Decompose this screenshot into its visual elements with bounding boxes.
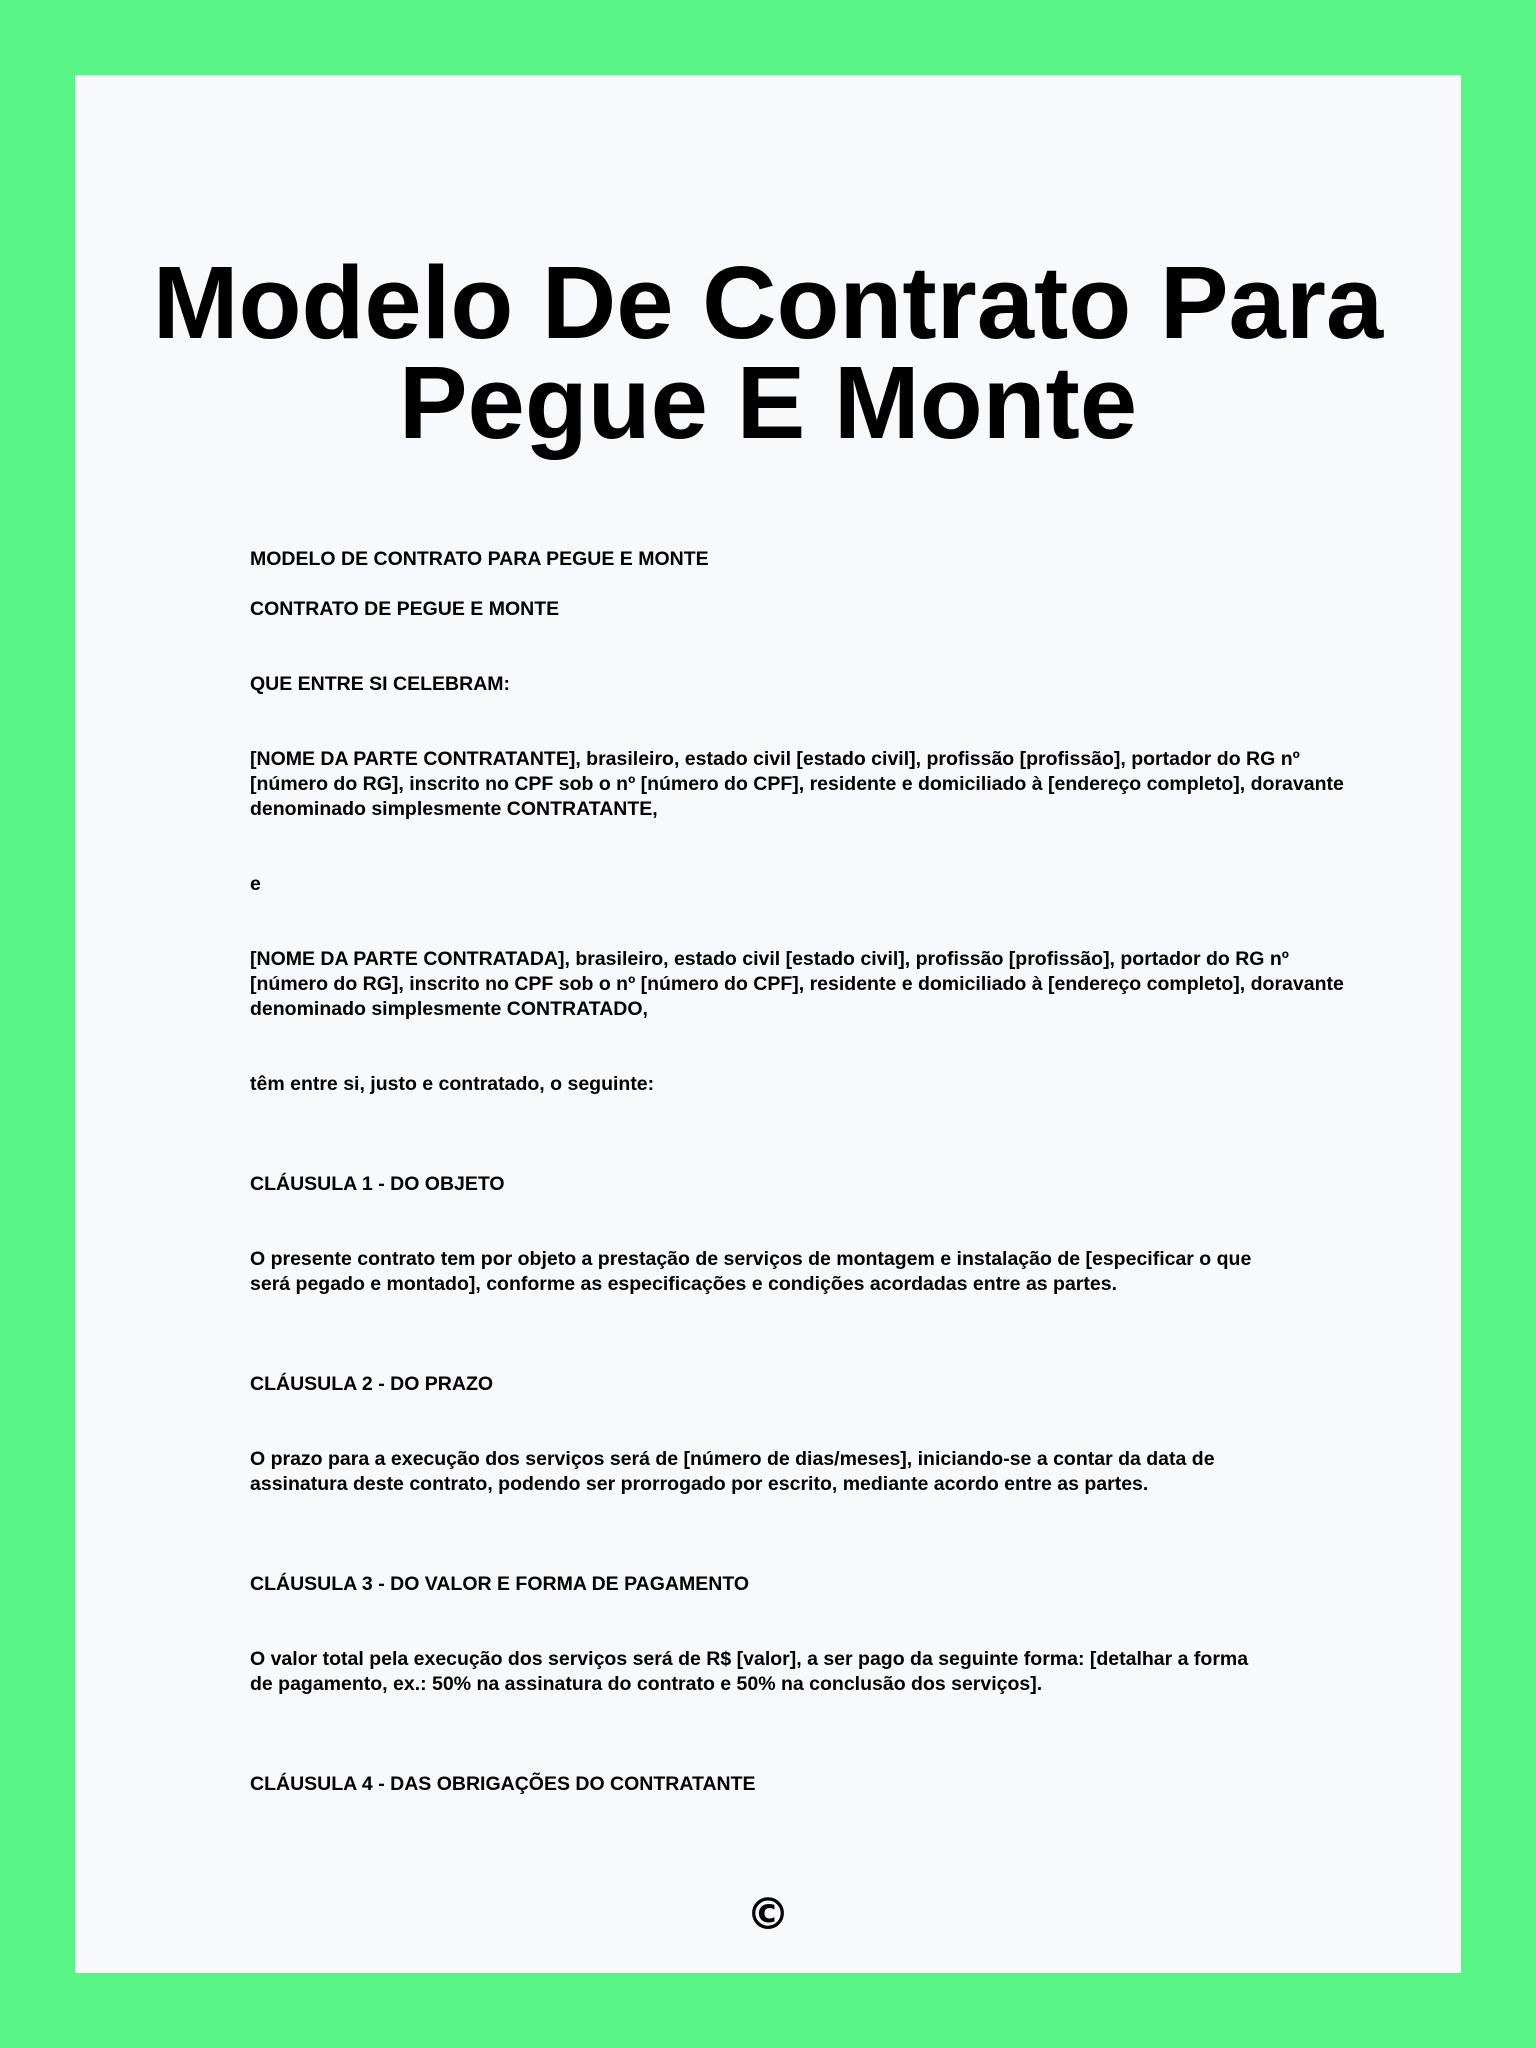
clause-4-heading: CLÁUSULA 4 - DAS OBRIGAÇÕES DO CONTRATANTE [250,1773,756,1795]
doc-heading: MODELO DE CONTRATO PARA PEGUE E MONTE [250,548,709,570]
clause-1-heading: CLÁUSULA 1 - DO OBJETO [250,1173,505,1195]
clause-1-text: O presente contrato tem por objeto a prestação de serviços de montagem e instalação de [especificar o que será pegado e montado], conforme as especificações e condições acordadas entre as partes. [250,1248,1252,1295]
contract-subtitle: CONTRATO DE PEGUE E MONTE [250,598,560,620]
agreement-intro: têm entre si, justo e contratado, o seguinte: [250,1073,655,1095]
celebram-line: QUE ENTRE SI CELEBRAM: [250,673,511,695]
contratado-paragraph: [NOME DA PARTE CONTRATADA], brasileiro, estado civil [estado civil], profissão [profissão], portador do RG nº [número do RG], inscrito no CPF sob o nº [número do CPF], residente e domiciliado à [endereço completo], doravante denominado simplesmente CONTRATADO, [250,948,1344,1020]
clause-2-heading: CLÁUSULA 2 - DO PRAZO [250,1373,494,1395]
title-line-2: Pegue E Monte [398,345,1138,460]
title-line-1: Modelo De Contrato Para [152,245,1384,360]
conjunction-e: e [250,873,261,895]
contratante-paragraph: [NOME DA PARTE CONTRATANTE], brasileiro, estado civil [estado civil], profissão [profissão], portador do RG nº [número do RG], inscrito no CPF sob o nº [número do CPF], residente e domiciliado à [endereço completo], doravante denominado simplesmente CONTRATANTE, [250,748,1344,820]
document-page [75,75,1461,1973]
clause-3-text: O valor total pela execução dos serviços será de R$ [valor], a ser pago da seguinte forma: [detalhar a forma de pagamento, ex.: 50% na assinatura do contrato e 50% na conclusão dos serviços]. [250,1648,1249,1695]
clause-2-text: O prazo para a execução dos serviços será de [número de dias/meses], iniciando-se a contar da data de assinatura deste contrato, podendo ser prorrogado por escrito, mediante acordo entre as partes. [250,1448,1215,1495]
document-title [75,245,1461,460]
copyright-icon: © [746,1889,790,1940]
clause-3-heading: CLÁUSULA 3 - DO VALOR E FORMA DE PAGAMENTO [250,1573,750,1595]
